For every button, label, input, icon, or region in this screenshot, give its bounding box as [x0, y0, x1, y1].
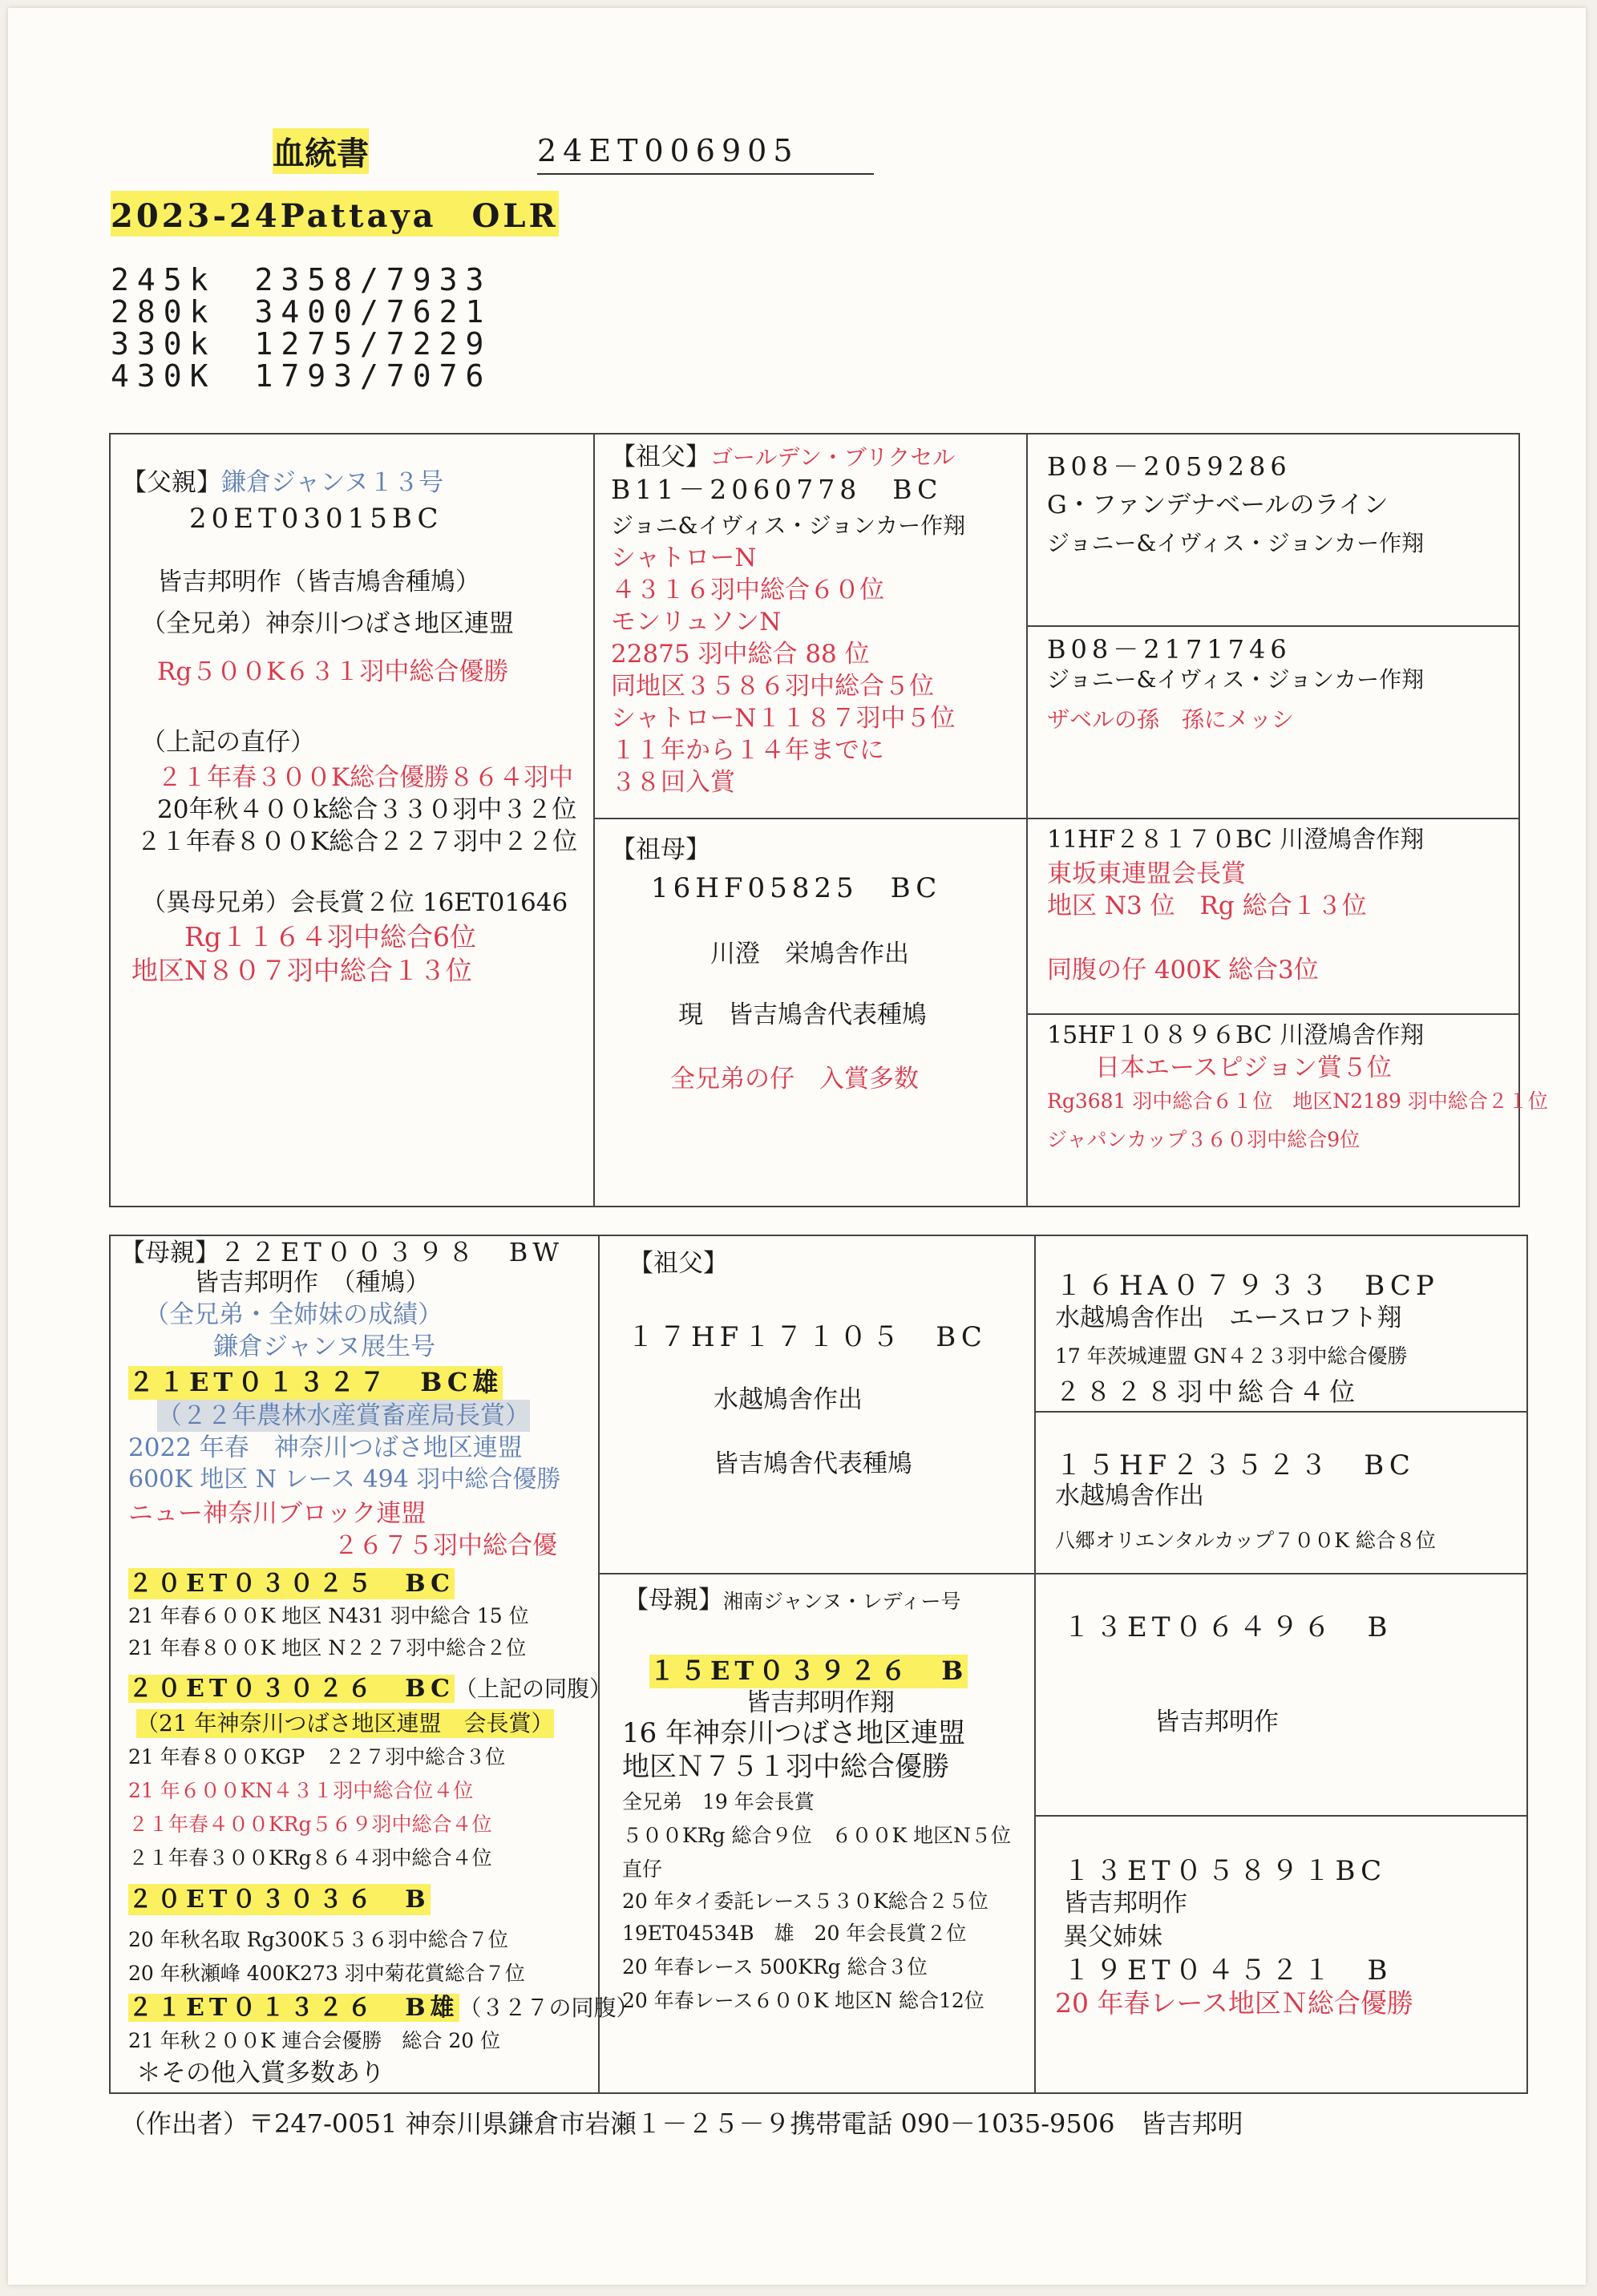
sibling-award: （21 年神奈川つばさ地区連盟 会長賞） [136, 1709, 554, 1738]
dam-ggm2-line: 異父姉妹 [1063, 1922, 1162, 1951]
sire-straight-result: 20年秋４００k総合３３０羽中３２位 [157, 795, 577, 824]
divider [593, 818, 1520, 819]
sire-breeder: 皆吉邦明作（皆吉鳩舎種鳩） [157, 568, 480, 596]
divider [598, 1573, 1528, 1574]
sire-gm-line: 全兄弟の仔 入賞多数 [670, 1065, 919, 1093]
dam-gm-line: 皆吉邦明作翔 [746, 1688, 895, 1717]
dam-ggm1-line: 水越鳩舎作出 [1055, 1481, 1204, 1510]
dam-gm-line: 19ET04534B 雄 20 年会長賞２位 [622, 1922, 967, 1945]
sire-ggf1-line: ジョニー&イヴィス・ジョンカー作翔 [1047, 530, 1425, 556]
race-result: 280k 3400/7621 [111, 294, 492, 329]
dam-ggf1-line: ２８２８羽中総合４位 [1055, 1376, 1360, 1407]
sibling-ring: ２０ET０３０３６ B [128, 1886, 431, 1914]
sibling-result: 21 年春８００K 地区 N２２７羽中総合２位 [128, 1636, 527, 1659]
sire-gf-breeder: ジョニ&イヴィス・ジョンカー作翔 [611, 512, 966, 539]
sibling-result: 21 年６００KN４３１羽中総合位４位 [128, 1779, 474, 1802]
sire-gf-line: ４３１６羽中総合６０位 [611, 576, 884, 604]
sire-ggf1-line: G・ファンデナベールのライン [1047, 491, 1389, 519]
sire-sibling-result: Rg５００K６３１羽中総合優勝 [157, 657, 509, 686]
dam-label: 【母親】 [120, 1239, 220, 1267]
sibling-result: 21 年秋２００K 連合会優勝 総合 20 位 [128, 2029, 501, 2052]
sire-gf-line: 22875 羽中総合 88 位 [611, 640, 870, 669]
race-name: 2023-24Pattaya OLR [111, 191, 559, 236]
sibling-result: 20 年秋名取 Rg300K５３６羽中総合７位 [128, 1928, 508, 1951]
sibling-ring: ２１ET０１３２７ BC雄 [128, 1366, 503, 1400]
sire-ggm2-ring: 15HF１０８９６BC 川澄鳩舎作翔 [1047, 1021, 1425, 1049]
dam-gm-line: 16 年神奈川つばさ地区連盟 [622, 1717, 966, 1749]
dam-ggm2-line: 20 年春レース地区Ｎ総合優勝 [1055, 1987, 1413, 2019]
sire-straight-result: ２１年春３００K総合優勝８６４羽中 [157, 763, 574, 792]
dam-gm-line: ５００KRg 総合９位 ６００K 地区N５位 [622, 1824, 1011, 1847]
sire-ggf1-ring: B08－2059286 [1047, 451, 1292, 482]
race-result: 430K 1793/7076 [111, 358, 492, 394]
dam-ggf1-line: 17 年茨城連盟 GN４２３羽中総合優勝 [1055, 1344, 1408, 1368]
dam-ggf2-ring: １３ET０６４９６ B [1063, 1611, 1393, 1643]
sire-half-sibling-note: （異母兄弟）会長賞２位 16ET01646 [141, 888, 568, 917]
sire-gf-line: １１年から１４年までに [611, 736, 884, 765]
dam-gf-line: 皆吉鳩舎代表種鳩 [714, 1449, 912, 1478]
dam-gf-ring: １７HF１７１０５ BC [627, 1321, 987, 1353]
sire-gm-ring: 16HF05825 BC [651, 872, 942, 904]
sire-heading [122, 467, 443, 499]
pedigree-sheet [8, 8, 1586, 2285]
dam-gm-line: 20 年春レース６００K 地区N 総合12位 [622, 1989, 984, 2012]
dam-gm-line: 直仔 [622, 1857, 663, 1881]
sire-straight-result: ２１年春８００K総合２２７羽中２２位 [136, 827, 578, 856]
sibling-ring: ２０ET０３０２５ BC [128, 1570, 455, 1598]
sibling-result: 21 年春８００KGP ２２７羽中総合３位 [128, 1745, 506, 1768]
sire-name: 鎌倉ジャンヌ１３号 [221, 468, 444, 497]
sire-half-sibling-result: 地区N８０７羽中総合１３位 [131, 955, 472, 986]
dam-gm-name: 湘南ジャンヌ・レディー号 [723, 1590, 961, 1613]
sire-half-sibling-result: Rg１１６４羽中総合6位 [184, 921, 476, 952]
dam-ggm2-ring: １３ET０５８９１BC [1063, 1855, 1387, 1887]
sibling-result: ２１年春３００KRg８６４羽中総合４位 [128, 1846, 492, 1870]
sibling-result: 20 年秋瀬峰 400K273 羽中菊花賞総合７位 [128, 1962, 525, 1985]
race-result: 330k 1275/7229 [111, 326, 492, 362]
sibling-heading [128, 1991, 639, 2023]
sire-ggm1-line: ジョニー&イヴィス・ジョンカー作翔 [1047, 666, 1425, 693]
dam-ggm2-line: １９ET０４５２１ B [1063, 1954, 1393, 1987]
dam-gm-line: 20 年春レース 500KRg 総合３位 [622, 1955, 928, 1979]
divider [1034, 1235, 1036, 2094]
sire-ggf2-line: 地区 N3 位 Rg 総合１３位 [1047, 891, 1367, 920]
sibling-heading [128, 1672, 612, 1704]
race-result: 245k 2358/7933 [111, 262, 492, 297]
sire-label: 【父親】 [122, 468, 221, 497]
dam-ring: ２２ET００３９８ BW [220, 1237, 564, 1267]
sire-gf-label: 【祖父】 [611, 443, 710, 471]
sire-ggm2-line: 日本エースピジョン賞５位 [1095, 1053, 1392, 1082]
sire-gm-label: 【祖母】 [611, 835, 710, 864]
sire-ggm2-line: Rg3681 羽中総合６１位 地区N2189 羽中総合２１位 [1047, 1089, 1548, 1113]
sire-ggm2-line: ジャパンカップ３６０羽中総合9位 [1047, 1128, 1360, 1151]
divider [1026, 1013, 1520, 1015]
divider [593, 433, 595, 1207]
divider [1034, 1411, 1528, 1413]
divider [1026, 625, 1520, 627]
sire-sibling-note: （全兄弟）神奈川つばさ地区連盟 [141, 609, 514, 638]
sire-ring: 20ET03015BC [189, 503, 443, 535]
dam-heading [120, 1236, 564, 1270]
sibling-note: （３２７の同腹） [459, 1995, 639, 2021]
sibling-note: （上記の同腹） [454, 1676, 612, 1702]
dam-ggm1-line: 八郷オリエンタルカップ７００K 総合８位 [1055, 1529, 1436, 1552]
sibling-ring: ２１ET０１３２６ B雄 [128, 1994, 459, 2022]
sire-straight-note: （上記の直仔） [141, 728, 315, 757]
sire-gm-line: 現 皆吉鳩舎代表種鳩 [678, 1000, 927, 1029]
dam-breeder: 皆吉邦明作 （種鳩） [194, 1268, 431, 1297]
dam-other-note: ＊その他入賞多数あり [136, 2059, 385, 2088]
dam-ggm2-line: 皆吉邦明作 [1063, 1889, 1187, 1918]
dam-ggm1-ring: １５HF２３５２３ BC [1055, 1449, 1415, 1481]
sire-gf-ring: B11－2060778 BC [611, 474, 943, 505]
sire-ggf2-line: 東坂東連盟会長賞 [1047, 859, 1246, 888]
sibling-result: ２１年春４００KRg５６９羽中総合４位 [128, 1813, 492, 1836]
document-title: 血統書 [273, 128, 369, 174]
sire-gf-line: シャトローN１１８７羽中５位 [611, 704, 956, 733]
sibling-result: 2022 年春 神奈川つばさ地区連盟 [128, 1433, 523, 1462]
sire-gf-line: モンリュソンN [611, 608, 782, 637]
sire-ggm1-line: ザベルの孫 孫にメッシ [1047, 706, 1295, 733]
sire-gf-name: ゴールデン・ブリクセル [710, 444, 956, 471]
sibling-result: 21 年春６００K 地区 N431 羽中総合 15 位 [128, 1604, 529, 1627]
dam-gm-line: 全兄弟 19 年会長賞 [622, 1790, 815, 1813]
dam-gm-label: 【母親】 [624, 1586, 723, 1615]
sire-gf-line: ３８回入賞 [611, 768, 735, 797]
dam-gm-heading [624, 1584, 961, 1616]
breeder-contact: （作出者）〒247-0051 神奈川県鎌倉市岩瀬１－２５－９携帯電話 090－1035-9506 皆吉邦明 [120, 2108, 1243, 2139]
pedigree-code: 24ET006905 [537, 133, 874, 175]
dam-gm-line: 地区Ｎ７５１羽中総合優勝 [622, 1751, 949, 1783]
dam-gf-label: 【祖父】 [629, 1249, 728, 1278]
sire-gf-line: シャトローN [611, 544, 757, 572]
sire-ggm1-ring: B08－2171746 [1047, 634, 1292, 665]
sire-gf-heading [611, 441, 955, 473]
divider [598, 1235, 600, 2094]
dam-sibling-name: 鎌倉ジャンヌ展生号 [213, 1332, 436, 1361]
dam-ggf1-line: 水越鳩舎作出 エースロフト翔 [1055, 1304, 1402, 1332]
sire-gm-line: 川澄 栄鳩舎作出 [710, 940, 909, 968]
divider [1034, 1815, 1528, 1817]
dam-gm-line: 20 年タイ委託レース５３０K総合２５位 [622, 1890, 989, 1913]
sire-ggf2-line: 同腹の仔 400K 総合3位 [1047, 956, 1319, 984]
sire-ggf2-ring: 11HF２８１７０BC 川澄鳩舎作翔 [1047, 826, 1425, 854]
dam-sibling-note: （全兄弟・全姉妹の成績） [144, 1300, 443, 1329]
sire-gf-line: 同地区３５８６羽中総合５位 [611, 672, 934, 701]
sibling-result: ２６７５羽中総合優 [334, 1531, 557, 1560]
sibling-award: （２２年農林水産賞畜産局長賞） [157, 1400, 530, 1432]
divider [1026, 433, 1028, 1207]
dam-gf-line: 水越鳩舎作出 [714, 1385, 863, 1414]
sibling-result: 600K 地区 N レース 494 羽中総合優勝 [128, 1465, 561, 1494]
dam-gm-ring: １５ET０３９２６ B [649, 1655, 968, 1688]
dam-ggf1-ring: １６HA０７９３３ BCP [1055, 1270, 1439, 1302]
dam-ggf2-line: 皆吉邦明作 [1154, 1708, 1279, 1736]
sibling-result: ニュー神奈川ブロック連盟 [128, 1499, 427, 1528]
sibling-ring: ２０ET０３０２６ BC [128, 1675, 455, 1703]
